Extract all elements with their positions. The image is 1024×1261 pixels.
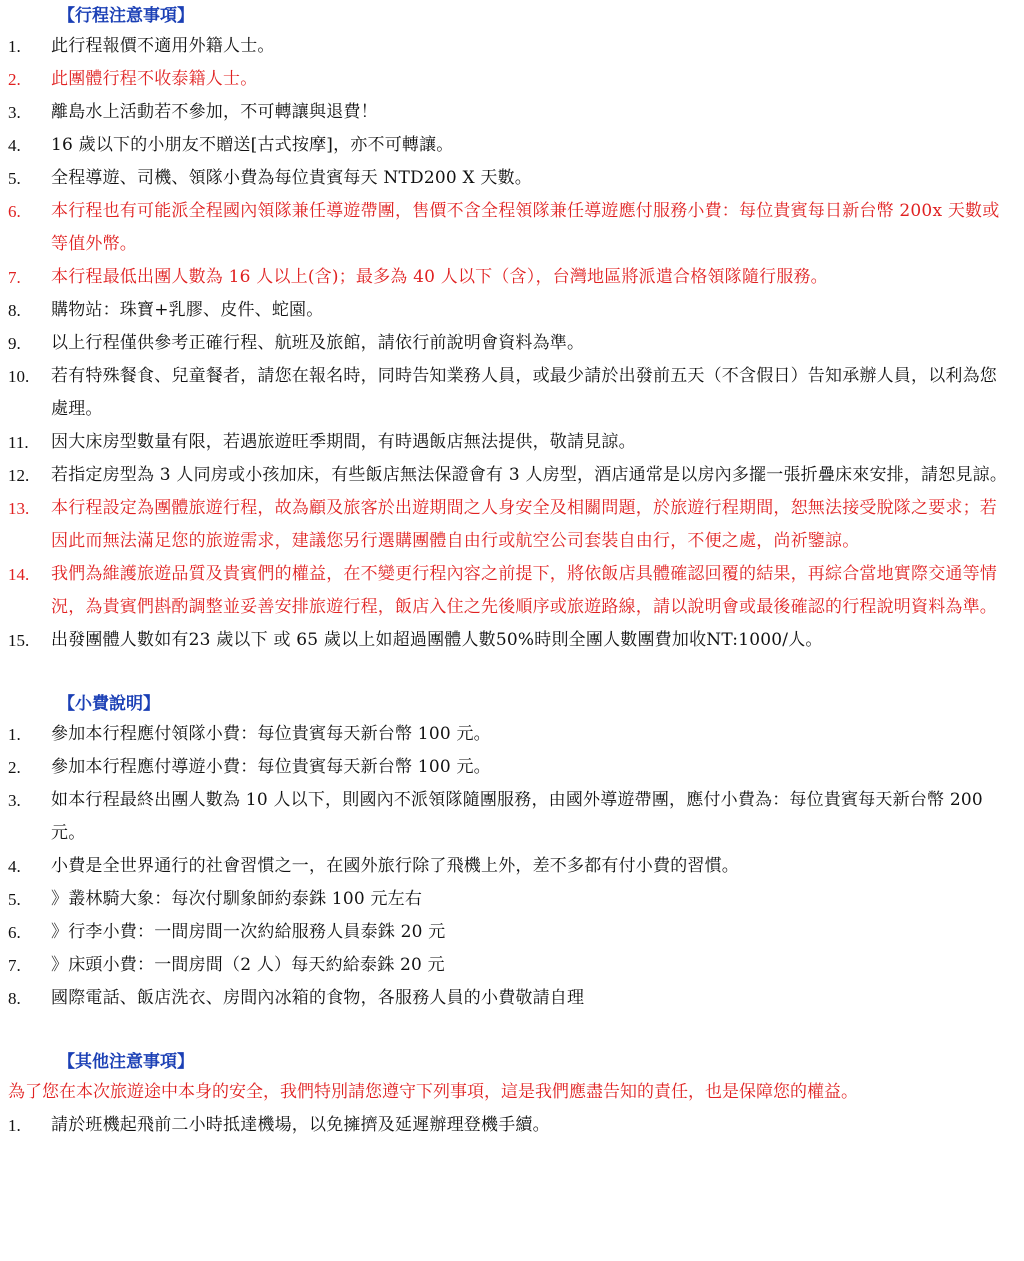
list-item-text: 本行程設定為團體旅遊行程，故為顧及旅客於出遊期間之人身安全及相關問題，於旅遊行程期間，恕無法接受脫隊之要求；若因此而無法滿足您的旅遊需求，建議您另行選購團體自由行或航空公司套裝自由行，不便之處，尚祈鑒諒。 [51, 498, 997, 551]
list-item-number: 8. [8, 989, 21, 1008]
list-item [8, 30, 1012, 63]
list-item [8, 162, 1012, 195]
list-item-number: 1. [8, 725, 21, 744]
list-item-text: 離島水上活動若不參加，不可轉讓與退費！ [51, 102, 378, 122]
list-item-number: 4. [8, 136, 21, 155]
list-item-text: 本行程最低出團人數為 16 人以上(含)；最多為 40 人以下（含），台灣地區將派遣合格領隊隨行服務。 [51, 267, 828, 287]
list-item-number: 6. [8, 202, 21, 221]
list-item [8, 96, 1012, 129]
list-item-number: 3. [8, 103, 21, 122]
list-item-number: 8. [8, 301, 21, 320]
list-item-text: 此團體行程不收泰籍人士。 [51, 69, 258, 89]
list-item [8, 492, 1012, 558]
list-item [8, 261, 1012, 294]
list-item-text: 》叢林騎大象：每次付馴象師約泰銖 100 元左右 [51, 889, 423, 909]
list-item [8, 558, 1012, 624]
list-item [8, 327, 1012, 360]
list-item [8, 751, 1012, 784]
list-item-number: 2. [8, 758, 21, 777]
list-item-text: 請於班機起飛前二小時抵達機場，以免擁擠及延遲辦理登機手續。 [51, 1115, 550, 1135]
list-item [8, 850, 1012, 883]
list-item [8, 360, 1012, 426]
list-item-text: 全程導遊、司機、領隊小費為每位貴賓每天 NTD200 X 天數。 [51, 168, 533, 188]
list-item-number: 7. [8, 956, 21, 975]
list-item-text: 如本行程最終出團人數為 10 人以下，則國內不派領隊隨團服務，由國外導遊帶團，應付小費為：每位貴賓每天新台幣 200 元。 [51, 790, 983, 843]
list-item [8, 459, 1012, 492]
list-item-text: 我們為維護旅遊品質及貴賓們的權益，在不變更行程內容之前提下，將依飯店具體確認回覆的結果，再綜合當地實際交通等情況，為貴賓們斟酌調整並妥善安排旅遊行程，飯店入住之先後順序或旅遊路線，請以說明會或最後確認的行程說明資料為準。 [51, 564, 997, 617]
list-item-number: 7. [8, 268, 21, 287]
list-item-text: 參加本行程應付導遊小費：每位貴賓每天新台幣 100 元。 [51, 757, 491, 777]
list-item-number: 14. [8, 565, 30, 584]
list-item [8, 883, 1012, 916]
list-item [8, 294, 1012, 327]
list-item-number: 3. [8, 791, 21, 810]
list-item-text: 以上行程僅供參考正確行程、航班及旅館，請依行前說明會資料為準。 [51, 333, 585, 353]
list-item [8, 63, 1012, 96]
list-item [8, 949, 1012, 982]
other-notes-intro: 為了您在本次旅遊途中本身的安全，我們特別請您遵守下列事項，這是我們應盡告知的責任，也是保障您的權益。 [8, 1082, 858, 1102]
list-item-text: 參加本行程應付領隊小費：每位貴賓每天新台幣 100 元。 [51, 724, 491, 744]
other-notes-list [8, 1109, 1012, 1142]
itinerary-notes-list [8, 30, 1012, 657]
section-gap [8, 1015, 1012, 1048]
list-item-number: 11. [8, 433, 29, 452]
list-item-number: 1. [8, 1116, 21, 1135]
list-item [8, 916, 1012, 949]
list-item-number: 4. [8, 857, 21, 876]
list-item-number: 12. [8, 466, 30, 485]
list-item-number: 15. [8, 631, 30, 650]
list-item-number: 1. [8, 37, 21, 56]
list-item-number: 5. [8, 169, 21, 188]
list-item-text: 此行程報價不適用外籍人士。 [51, 36, 275, 56]
list-item [8, 624, 1012, 657]
list-item-text: 購物站：珠寶+乳膠、皮件、蛇園。 [51, 300, 324, 320]
list-item-text: 本行程也有可能派全程國內領隊兼任導遊帶團，售價不含全程領隊兼任導遊應付服務小費：每位貴賓每日新台幣 200x 天數或等值外幣。 [51, 201, 1000, 254]
list-item-text: 小費是全世界通行的社會習慣之一，在國外旅行除了飛機上外，差不多都有付小費的習慣。 [51, 856, 739, 876]
list-item-number: 10. [8, 367, 30, 386]
list-item-text: 16 歲以下的小朋友不贈送[古式按摩]，亦不可轉讓。 [51, 135, 454, 155]
list-item [8, 426, 1012, 459]
list-item-text: 國際電話、飯店洗衣、房間內冰箱的食物，各服務人員的小費敬請自理 [51, 988, 585, 1008]
list-item-number: 13. [8, 499, 30, 518]
list-item-number: 2. [8, 70, 21, 89]
list-item-text: 因大床房型數量有限，若遇旅遊旺季期間，有時遇飯店無法提供，敬請見諒。 [51, 432, 636, 452]
list-item [8, 1109, 1012, 1142]
list-item-number: 9. [8, 334, 21, 353]
section-title-itinerary-notes: 【行程注意事項】 [58, 6, 194, 26]
list-item [8, 718, 1012, 751]
list-item-text: 若有特殊餐食、兒童餐者，請您在報名時，同時告知業務人員，或最少請於出發前五天（不含假日）告知承辦人員，以利為您處理。 [51, 366, 997, 419]
list-item [8, 784, 1012, 850]
list-item-text: 出發團體人數如有23 歲以下 或 65 歲以上如超過團體人數50%時則全團人數團費加收NT:1000/人。 [51, 630, 823, 650]
list-item-text: 》床頭小費：一間房間（2 人）每天約給泰銖 20 元 [51, 955, 445, 975]
list-item-number: 6. [8, 923, 21, 942]
section-title-tips: 【小費說明】 [58, 694, 160, 714]
list-item [8, 129, 1012, 162]
list-item [8, 195, 1012, 261]
tips-notes-list [8, 718, 1012, 1015]
list-item-text: 》行李小費：一間房間一次約給服務人員泰銖 20 元 [51, 922, 446, 942]
list-item-number: 5. [8, 890, 21, 909]
section-gap [8, 657, 1012, 690]
list-item [8, 982, 1012, 1015]
section-title-other-notes: 【其他注意事項】 [58, 1052, 194, 1072]
list-item-text: 若指定房型為 3 人同房或小孩加床，有些飯店無法保證會有 3 人房型，酒店通常是以房內多擺一張折疊床來安排，請恕見諒。 [51, 465, 1008, 485]
